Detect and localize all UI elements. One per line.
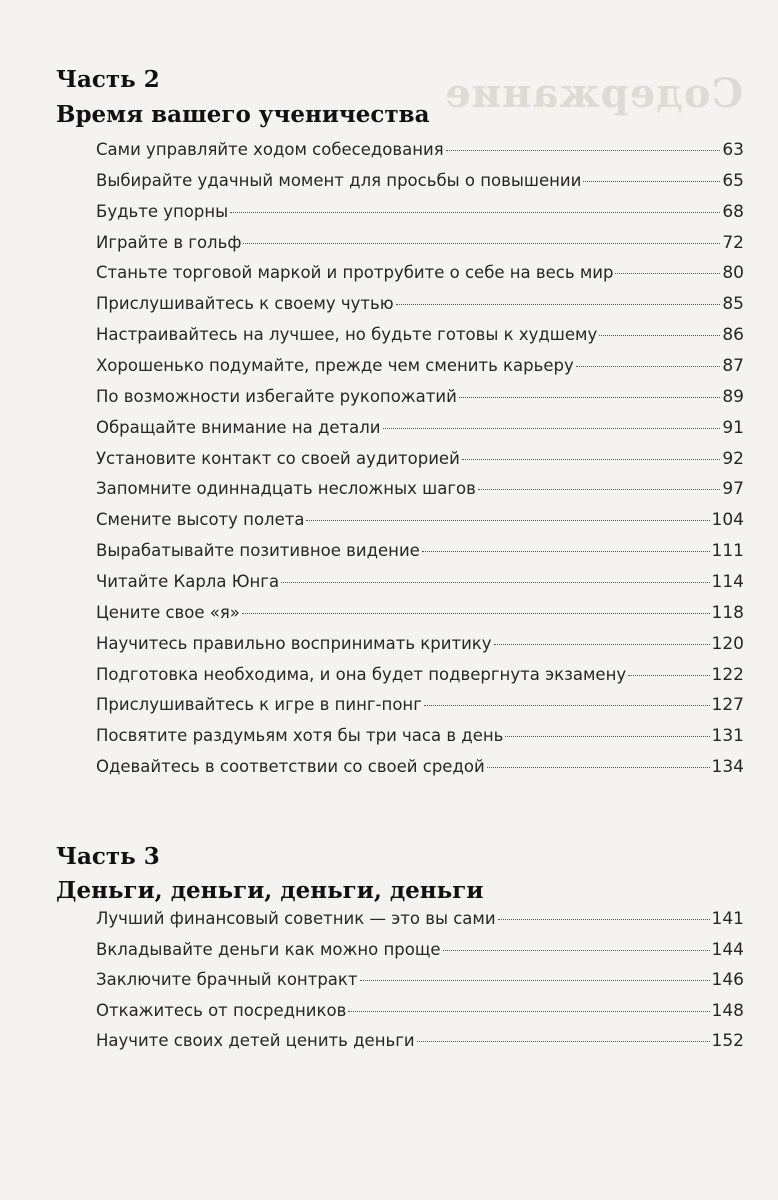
toc-entry[interactable]	[96, 325, 744, 355]
toc-entry[interactable]	[96, 726, 744, 756]
dot-leader	[242, 613, 710, 614]
toc-entry-page-number: 89	[722, 386, 744, 407]
toc-entry-page-number: 91	[722, 417, 744, 438]
dot-leader	[615, 273, 720, 274]
dot-leader	[459, 397, 721, 398]
toc-entry[interactable]	[96, 418, 744, 448]
toc-entry-page-number: 65	[722, 170, 744, 191]
toc-entry-title: Читайте Карла Юнга	[96, 571, 280, 591]
dot-leader	[583, 181, 720, 182]
toc-entry-page-number: 86	[722, 325, 744, 346]
toc-entry-title: Будьте упорны	[96, 201, 229, 221]
dot-leader	[360, 980, 710, 981]
toc-entry-title: Лучший финансовый советник — это вы сами	[96, 909, 496, 928]
part-title: Деньги, деньги, деньги, деньги	[56, 877, 484, 904]
dot-leader	[281, 582, 709, 583]
toc-entry[interactable]	[96, 171, 744, 201]
bleed-through-heading: Содержание	[443, 70, 743, 117]
toc-entry-title: Научите своих детей ценить деньги	[96, 1031, 415, 1050]
toc-entry-title: Научитесь правильно воспринимать критику	[96, 633, 492, 653]
dot-leader	[462, 459, 721, 460]
toc-entry[interactable]	[96, 202, 744, 232]
dot-leader	[348, 1011, 709, 1012]
toc-entry-title: Выбирайте удачный момент для просьбы о повышении	[96, 170, 582, 190]
toc-entry-title: Сами управляйте ходом собеседования	[96, 140, 444, 159]
toc-entry[interactable]	[96, 1031, 744, 1061]
toc-entry-page-number: 141	[711, 909, 744, 929]
toc-entry-title: Вырабатывайте позитивное видение	[96, 541, 420, 560]
dot-leader	[417, 1041, 710, 1042]
toc-entry-title: Хорошенько подумайте, прежде чем сменить карьеру	[96, 356, 574, 375]
toc-entry-page-number: 114	[711, 571, 744, 592]
toc-entry-page-number: 122	[711, 664, 744, 685]
toc-entry[interactable]	[96, 970, 744, 1000]
part-label: Часть 3	[56, 843, 160, 870]
dot-leader	[505, 736, 709, 737]
toc-entry-title: Откажитесь от посредников	[96, 1000, 347, 1020]
toc-entry-title: Одевайтесь в соответствии со своей средой	[96, 757, 485, 776]
toc-entry-title: Посвятите раздумьям хотя бы три часа в день	[96, 726, 504, 746]
toc-entry[interactable]	[96, 479, 744, 509]
toc-entry-title: Станьте торговой маркой и протрубите о себе на весь мир	[96, 263, 614, 283]
toc-entry[interactable]	[96, 294, 744, 324]
part-title: Время вашего ученичества	[56, 101, 430, 128]
dot-leader	[494, 644, 710, 645]
dot-leader	[628, 675, 709, 676]
toc-entry-page-number: 152	[711, 1031, 744, 1051]
toc-entry-title: Играйте в гольф	[96, 232, 242, 252]
toc-entry[interactable]	[96, 356, 744, 386]
toc-entry-page-number: 80	[722, 263, 744, 284]
toc-entry[interactable]	[96, 665, 744, 695]
dot-leader	[422, 551, 710, 552]
toc-entry-title: Вкладывайте деньги как можно проще	[96, 939, 441, 959]
toc-entry-page-number: 120	[711, 633, 744, 654]
dot-leader	[424, 705, 710, 706]
dot-leader	[478, 489, 721, 490]
dot-leader	[383, 428, 721, 429]
toc-entry-title: Цените свое «я»	[96, 602, 240, 622]
toc-entry-page-number: 63	[722, 140, 744, 160]
part-label: Часть 2	[56, 66, 160, 93]
dot-leader	[599, 335, 720, 336]
dot-leader	[443, 950, 710, 951]
dot-leader	[487, 767, 710, 768]
toc-entry[interactable]	[96, 909, 744, 939]
toc-entry-title: Установите контакт со своей аудиторией	[96, 448, 460, 468]
toc-entry[interactable]	[96, 140, 744, 170]
toc-entry-page-number: 118	[711, 602, 744, 623]
toc-entry[interactable]	[96, 603, 744, 633]
toc-entry-page-number: 92	[722, 448, 744, 469]
toc-entry[interactable]	[96, 541, 744, 571]
toc-entry-page-number: 68	[722, 201, 744, 222]
toc-entry-page-number: 148	[711, 1000, 744, 1021]
toc-entry[interactable]	[96, 695, 744, 725]
dot-leader	[396, 304, 721, 305]
toc-entry[interactable]	[96, 572, 744, 602]
toc-entry-page-number: 97	[722, 479, 744, 500]
toc-entry-page-number: 85	[722, 294, 744, 315]
toc-entry-title: По возможности избегайте рукопожатий	[96, 386, 457, 406]
toc-entry[interactable]	[96, 233, 744, 263]
toc-entry[interactable]	[96, 263, 744, 293]
toc-entry-title: Прислушивайтесь к игре в пинг-понг	[96, 695, 422, 715]
toc-entry-page-number: 134	[711, 757, 744, 777]
dot-leader	[230, 212, 720, 213]
toc-entry[interactable]	[96, 449, 744, 479]
toc-entry-title: Смените высоту полета	[96, 510, 305, 530]
toc-entry[interactable]	[96, 387, 744, 417]
toc-entry[interactable]	[96, 634, 744, 664]
toc-entry-page-number: 111	[711, 541, 744, 561]
toc-entry[interactable]	[96, 1001, 744, 1031]
toc-entry-page-number: 104	[711, 510, 744, 531]
toc-entry-page-number: 127	[711, 695, 744, 716]
toc-entry-title: Запомните одиннадцать несложных шагов	[96, 479, 476, 499]
toc-entry-title: Прислушивайтесь к своему чутью	[96, 294, 394, 314]
dot-leader	[306, 520, 709, 521]
toc-entry-page-number: 72	[722, 232, 744, 253]
toc-entry-page-number: 87	[722, 356, 744, 376]
dot-leader	[446, 150, 721, 151]
toc-entry-title: Настраивайтесь на лучшее, но будьте готовы к худшему	[96, 325, 598, 345]
toc-entry-title: Заключите брачный контракт	[96, 970, 358, 989]
toc-entry[interactable]	[96, 510, 744, 540]
toc-entry-page-number: 144	[711, 939, 744, 960]
dot-leader	[576, 366, 721, 367]
dot-leader	[243, 243, 720, 244]
toc-entry-page-number: 131	[711, 726, 744, 747]
toc-entry-title: Обращайте внимание на детали	[96, 417, 381, 437]
toc-entry-title: Подготовка необходима, и она будет подвергнута экзамену	[96, 664, 627, 684]
dot-leader	[498, 919, 710, 920]
toc-entry-page-number: 146	[711, 970, 744, 990]
toc-entry[interactable]	[96, 940, 744, 970]
toc-entry[interactable]	[96, 757, 744, 787]
